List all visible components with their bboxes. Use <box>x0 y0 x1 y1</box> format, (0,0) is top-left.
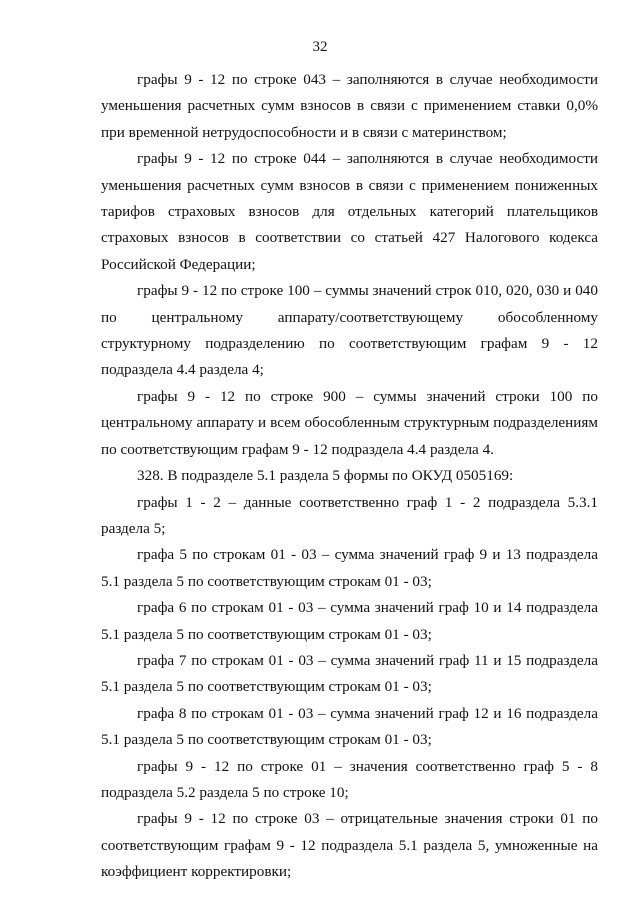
paragraph-columns-9-12-row-03: графы 9 - 12 по строке 03 – отрицательные значения строки 01 по соответствующим графам 9 - 12 подраздела 5.1 раздела 5, умноженные на коэффициент корректировки; <box>101 810 598 881</box>
paragraph-column-6: графа 6 по строкам 01 - 03 – сумма значений граф 10 и 14 подраздела 5.1 раздела 5 по соответствующим строкам 01 - 03; <box>101 599 598 643</box>
paragraph-item-328: 328. В подразделе 5.1 раздела 5 формы по ОКУД 0505169: <box>137 467 514 485</box>
paragraph-column-8: графа 8 по строкам 01 - 03 – сумма значений граф 12 и 16 подраздела 5.1 раздела 5 по соответствующим строкам 01 - 03; <box>101 704 598 749</box>
paragraph-column-5: графа 5 по строкам 01 - 03 – сумма значений граф 9 и 13 подраздела 5.1 раздела 5 по соответствующим строкам 01 - 03; <box>101 546 598 590</box>
paragraph-row-044: графы 9 - 12 по строке 044 – заполняются в случае необходимости уменьшения расчетных сумм взносов в связи с применением пониженных тарифов страховых взносов для отдельных категорий плательщиков страховых взносов в соответствии со статьей 427 Налогового кодекса Российской Федерации; <box>101 150 598 273</box>
paragraph-row-100: графы 9 - 12 по строке 100 – суммы значений строк 010, 020, 030 и 040 по центральному аппарату/соответствующему обособленному структурному подразделению по соответствующим графам 9 - 12 подраздела 4.4 раздела 4; <box>101 282 598 379</box>
page-number: 32 <box>312 39 328 55</box>
paragraph-row-900: графы 9 - 12 по строке 900 – суммы значений строки 100 по центральному аппарату и всем обособленным структурным подразделениям по соответствующим графам 9 - 12 подраздела 4.4 раздела 4. <box>101 387 598 458</box>
paragraph-columns-9-12-row-01: графы 9 - 12 по строке 01 – значения соответственно граф 5 - 8 подраздела 5.2 раздела 5 по строке 10; <box>101 757 598 801</box>
paragraph-column-7: графа 7 по строкам 01 - 03 – сумма значений граф 11 и 15 подраздела 5.1 раздела 5 по соответствующим строкам 01 - 03; <box>101 651 598 696</box>
paragraph-columns-1-2: графы 1 - 2 – данные соответственно граф 1 - 2 подраздела 5.3.1 раздела 5; <box>101 493 598 537</box>
paragraph-row-043: графы 9 - 12 по строке 043 – заполняются в случае необходимости уменьшения расчетных сумм взносов в связи с применением ставки 0,0% при временной нетрудоспособности и в связи с материнством; <box>101 71 598 141</box>
document-body <box>101 67 598 886</box>
